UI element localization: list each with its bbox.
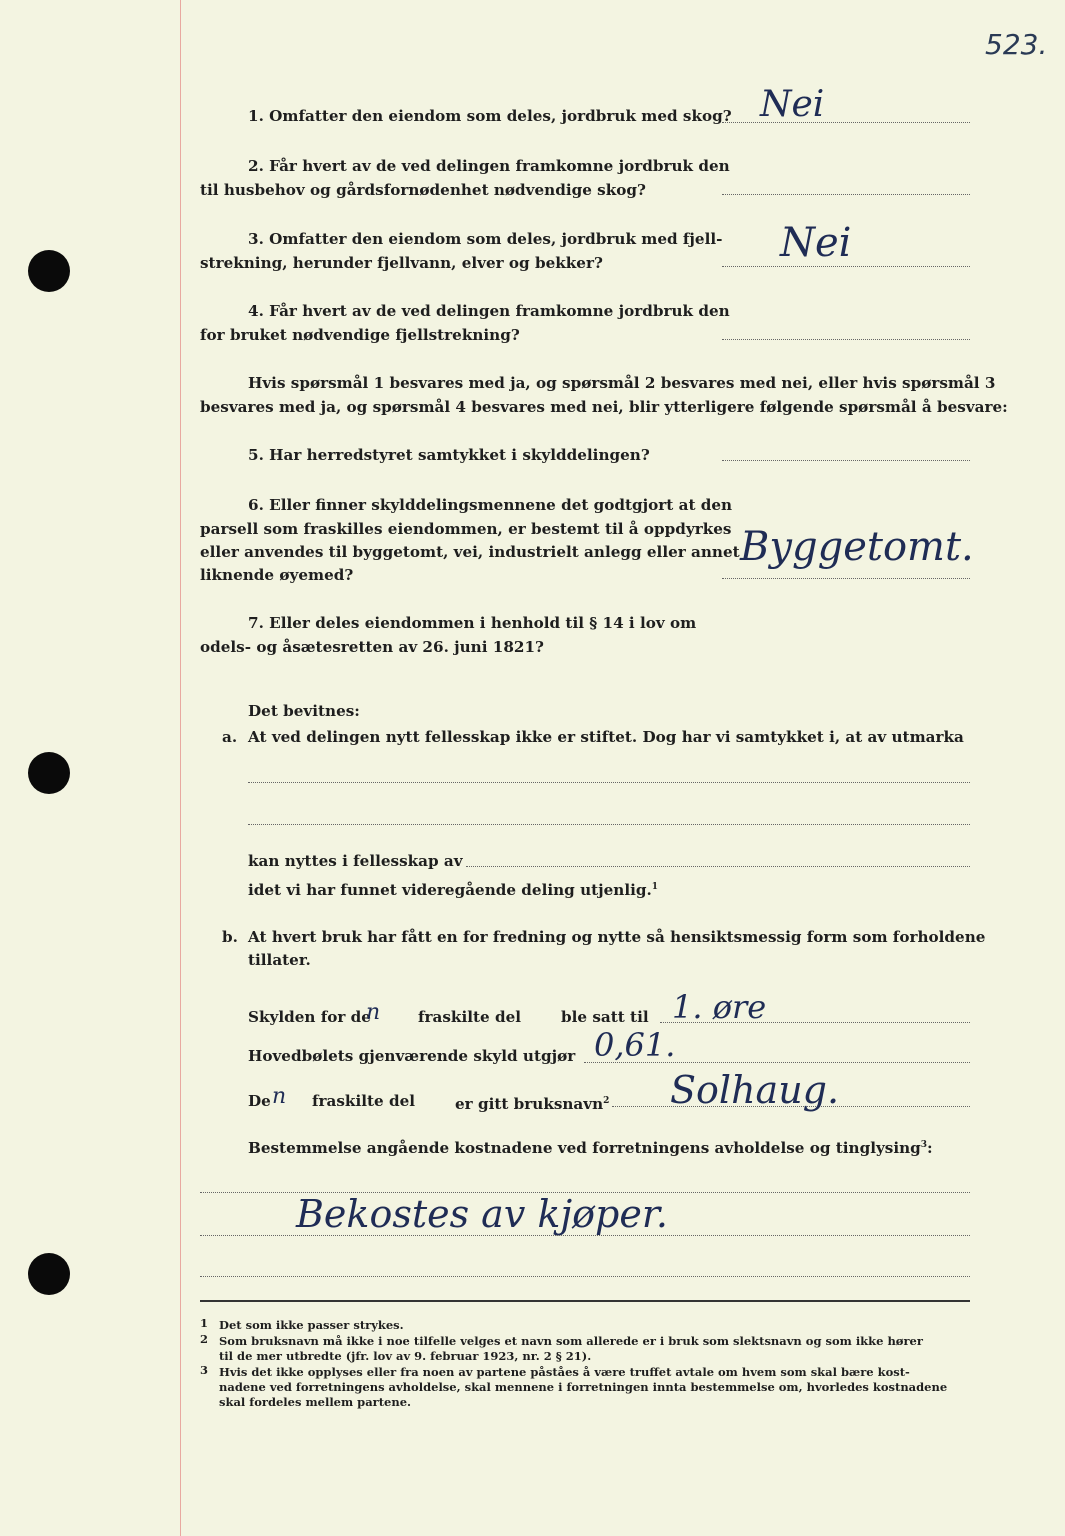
answer-line — [200, 1276, 970, 1277]
footnote-number-1: 1 — [200, 1316, 209, 1330]
answer-3: Nei — [780, 220, 852, 266]
footnote-3-line-1: Hvis det ikke opplyses eller fra noen av partene påståes å være truffet avtale om hvem som skal bære kost- — [219, 1365, 910, 1379]
skyld-answer: 1. øre — [672, 988, 767, 1026]
question-6-line-1: 6. Eller finner skylddelingsmennene det godtgjort at den — [248, 496, 733, 514]
answer-line — [722, 578, 970, 579]
question-3-line-2: strekning, herunder fjellvann, elver og bekker? — [200, 254, 603, 272]
footnote-number-2: 2 — [200, 1332, 209, 1346]
answer-line — [722, 460, 970, 461]
skyld-line-3-suffix: n — [272, 1084, 287, 1109]
question-7-line-1: 7. Eller deles eiendommen i henhold til § 14 i lov om — [248, 614, 697, 632]
question-4-line-2: for bruket nødvendige fjellstrekning? — [200, 326, 520, 344]
footnote-number-3: 3 — [200, 1363, 209, 1377]
cost-label: Bestemmelse angående kostnadene ved forretningens avholdelse og tinglysing$^3$: — [248, 1139, 933, 1158]
footnote-2-line-2: til de mer utbredte (jfr. lov av 9. februar 1923, nr. 2 § 21). — [219, 1349, 592, 1363]
question-2-line-1: 2. Får hvert av de ved delingen framkomne jordbruk den — [248, 157, 730, 175]
farm-name-answer: Solhaug. — [670, 1068, 840, 1112]
skyld-line-2-label: Hovedbølets gjenværende skyld utgjør — [248, 1047, 576, 1065]
footnote-3-line-3: skal fordeles mellem partene. — [219, 1395, 412, 1409]
condition-line-1: Hvis spørsmål 1 besvares med ja, og spørsmål 2 besvares med nei, eller hvis spørsmål 3 — [248, 374, 996, 392]
question-4-line-1: 4. Får hvert av de ved delingen framkomne jordbruk den — [248, 302, 730, 320]
attest-a-label: a. — [222, 728, 238, 746]
skyld-line-1-suffix: n — [366, 1000, 381, 1025]
footnote-3-line-2: nadene ved forretningens avholdelse, skal mennene i forretningen innta bestemmelse om, hvorledes kostnadene — [219, 1380, 948, 1394]
answer-line — [722, 266, 970, 267]
answer-6: Byggetomt. — [740, 524, 974, 570]
attest-a-line-4: idet vi har funnet videregående deling utjenlig.$^1$ — [248, 881, 659, 900]
skyld-line-3-label: De — [248, 1092, 271, 1110]
answer-1: Nei — [760, 84, 825, 125]
answer-line — [722, 194, 970, 195]
cost-answer: Bekostes av kjøper. — [296, 1192, 668, 1236]
attest-b-label: b. — [222, 928, 238, 946]
skyld-line-3-end: er gitt bruksnavn$^2$ — [455, 1095, 610, 1114]
question-5: 5. Har herredstyret samtykket i skylddelingen? — [248, 446, 650, 464]
attest-a-text: At ved delingen nytt fellesskap ikke er stiftet. Dog har vi samtykket i, at av utmarka — [248, 728, 964, 746]
blank-line — [466, 866, 970, 867]
attest-b-line-1: At hvert bruk har fått en for fredning og nytte så hensiktsmessig form som forholdene — [248, 928, 986, 946]
skyld-line-1-middle: fraskilte del — [418, 1008, 522, 1026]
question-3-line-1: 3. Omfatter den eiendom som deles, jordbruk med fjell- — [248, 230, 723, 248]
question-6-line-3: eller anvendes til byggetomt, vei, industrielt anlegg eller annet — [200, 543, 740, 561]
punch-hole-icon — [28, 752, 70, 794]
footnote-2-line-1: Som bruksnavn må ikke i noe tilfelle velges et navn som allerede er i bruk som slektsnavn og som ikke hører — [219, 1334, 923, 1348]
answer-line — [722, 339, 970, 340]
blank-line — [248, 782, 970, 783]
punch-hole-icon — [28, 250, 70, 292]
footnote-rule — [200, 1300, 970, 1302]
footnote-1: Det som ikke passer strykes. — [219, 1318, 404, 1332]
punch-hole-icon — [28, 1253, 70, 1295]
answer-line — [200, 1235, 970, 1236]
attest-b-line-2: tillater. — [248, 951, 311, 969]
question-2-line-2: til husbehov og gårdsfornødenhet nødvendige skog? — [200, 181, 646, 199]
condition-line-2: besvares med ja, og spørsmål 4 besvares med nei, blir ytterligere følgende spørsmål å besvare: — [200, 398, 1008, 416]
question-1: 1. Omfatter den eiendom som deles, jordbruk med skog? — [248, 107, 732, 125]
question-7-line-2: odels- og åsætesretten av 26. juni 1821? — [200, 638, 544, 656]
remaining-skyld-answer: 0,61. — [594, 1026, 676, 1064]
margin-line — [180, 0, 181, 1536]
blank-line — [248, 824, 970, 825]
attest-heading: Det bevitnes: — [248, 702, 360, 720]
skyld-line-3-middle: fraskilte del — [312, 1092, 416, 1110]
page-number: 523. — [985, 28, 1048, 61]
attest-a-line-3: kan nyttes i fellesskap av — [248, 852, 463, 870]
skyld-line-1-label: Skylden for de — [248, 1008, 371, 1026]
question-6-line-4: liknende øyemed? — [200, 566, 354, 584]
skyld-line-1-end: ble satt til — [561, 1008, 649, 1026]
question-6-line-2: parsell som fraskilles eiendommen, er bestemt til å oppdyrkes — [200, 520, 732, 538]
